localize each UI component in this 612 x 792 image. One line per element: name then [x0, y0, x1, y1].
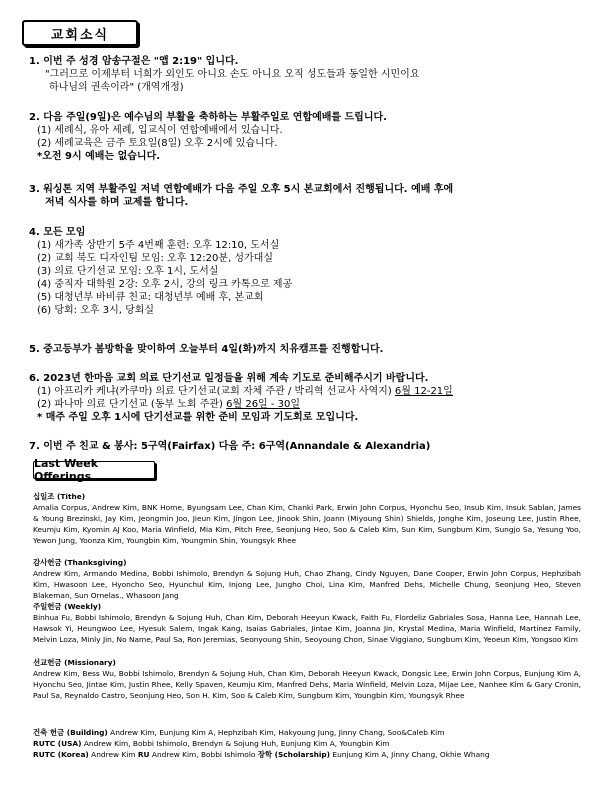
news-item-3-line: 저녁 식사를 하며 교제를 합니다.	[45, 197, 189, 208]
news-item-7	[29, 440, 589, 453]
meeting-item: (3) 의료 단기선교 모임: 오후 1시, 도서실	[37, 266, 219, 277]
offering-category-label: 주일헌금 (Weekly)	[33, 602, 102, 611]
offering-category-label: RUTC (USA)	[33, 739, 82, 748]
offerings-heading: Last Week Offerings	[33, 461, 155, 479]
offering-category-label: 감사헌금 (Thanksgiving)	[33, 558, 127, 567]
verse-line: 하나님의 권속이라" (개역개정)	[49, 82, 184, 93]
meeting-item: (4) 중직자 대학원 2강: 오후 2시, 강의 링크 카톡으로 제공	[37, 279, 293, 290]
offering-category	[33, 601, 581, 645]
meeting-item: (2) 교회 북도 디자인팀 모임: 오후 12:20분, 성가대실	[37, 253, 274, 264]
meeting-item: (6) 당회: 오후 3시, 당회실	[37, 305, 155, 316]
offering-footer-line	[33, 727, 593, 738]
offering-category-label: 십일조 (Tithe)	[33, 492, 86, 501]
news-item-2	[29, 111, 589, 163]
mission-trip-text: (2) 파나마 의료 단기선교 (동부 노회 주관)	[37, 399, 227, 410]
news-item-6	[29, 372, 589, 424]
news-subitem: (1) 세례식, 유아 세례, 입교식이 연합예배에서 있습니다.	[37, 125, 283, 136]
offering-names: Andrew Kim, Bess Wu, Bobbi Ishimolo, Brendyn & Sojung Huh, Chan Kim, Deborah Heeyun Kwack, Dongsic Lee, Erwin John Corpus, Eunjung Kim A, Hyonchu Seo, Jintae Kim, Justin Rhee, Kelly Spaven, Keumju Kim, Manfred Dehs, Maria Winfield, Melvin Loza, Mijae Lee, Nanhee Kim & Gary Cronin, Paul Sa, Reynaldo Castro, Seonjung Heo, Son H. Kim, Soo & Caleb Kim, Sungbum Kim, Youngbin Kim, Youngsyk Rhee	[33, 669, 581, 700]
mission-trip-dates: 6월 26일 - 30일	[226, 399, 301, 410]
offering-category-label: 장학 (Scholarship)	[257, 750, 331, 759]
offering-category	[33, 657, 581, 701]
mission-trip-panama	[29, 398, 589, 411]
news-item-5	[29, 343, 589, 356]
news-item-1	[29, 55, 589, 94]
news-item-4-head: 4. 모든 모임	[29, 227, 86, 238]
news-item-3-line: 3. 워싱톤 지역 부활주일 저녁 연합예배가 다음 주일 오후 5시 본교회에서 진행됩니다. 예배 후에	[29, 184, 454, 195]
meeting-item: (5) 대청년부 바비큐 친교: 대청년부 예배 후, 본교회	[37, 292, 264, 303]
offering-category-label: RUTC (Korea)	[33, 750, 89, 759]
mission-trip-kenya	[29, 385, 589, 398]
offering-names: Andrew Kim, Eunjung Kim A, Hephzibah Kim, Hakyoung Jung, Jinny Chang, Soo&Caleb Kim	[107, 728, 445, 737]
news-item-1-line: 1. 이번 주 성경 암송구절은 "앱 2:19" 입니다.	[29, 56, 239, 67]
offering-footer-line	[33, 738, 593, 749]
offering-names: Binhua Fu, Bobbi Ishimolo, Brendyn & Sojung Huh, Chan Kim, Deborah Heeyun Kwack, Faith Fu, Flordeliz Gabriales Sosa, Hanna Lee, Hannah Lee, Hawsok Yi, Heungwoo Lee, Hyesuk Salem, Ingak Kang, Isaias Gabriales, Jintae Kim, Joanna Jin, Krystal Medina, Maria Winfield, Martinez Family, Melvin Loza, Minly Jin, No Name, Paul Sa, Ron Jeremias, Seonyoung Shin, Seoyoung Chon, Sinae Viggiano, Sungbum Kim, Yeoeun Kim, Yongsoo Kim	[33, 613, 581, 644]
news-item-6-line: 6. 2023년 한마음 교회 의료 단기선교 일정들을 위해 계속 기도로 준비해주시기 바랍니다.	[29, 373, 429, 384]
offering-names: Amalia Corpus, Andrew Kim, BNK Home, Byungsam Lee, Chan Kim, Chanki Park, Erwin John Corpus, Hyonchu Seo, Insub Kim, Insuk Sablan, James & Young Brezinski, Jay Kim, Jeongmin Joo, Jieun Kim, Jingon Lee, Jinook Shin, Joann (Miyoung Shin) Shields, Jonghe Kim, Joseung Lee, Justin Rhee, Keumju Kim, Kyomin AJ Koo, Maria Winfield, Mia Kim, Pitch Free, Seonjung Heo, Soo & Caleb Kim, Sun Kim, Sungbum Kim, Sungjo Sa, Yesung Yoo, Yewon Jung, Yoonza Kim, Youngbin Kim, Youngmin Shin, Youngsyk Rhee	[33, 503, 581, 545]
offering-footer-line	[33, 749, 593, 760]
offering-category-label: RU	[137, 750, 150, 759]
news-note: * 매주 주일 오후 1시에 단기선교를 위한 준비 모임과 기도회로 모입니다.	[37, 412, 359, 423]
offering-names: Andrew Kim, Bobbi Ishimolo, Brendyn & Sojung Huh, Eunjung Kim A, Youngbin Kim	[81, 739, 390, 748]
offering-category-label: 선교헌금 (Missionary)	[33, 658, 116, 667]
offering-names: Eunjung Kim A, Jinny Chang, Okhie Whang	[330, 750, 490, 759]
page-title: 교회소식	[22, 20, 138, 46]
offering-category	[33, 557, 581, 601]
news-item-3	[29, 183, 589, 209]
mission-trip-text: (1) 아프리카 케냐(카쿠마) 의료 단기선교(교회 자체 주관 / 박리혁 선교사 사역지)	[37, 386, 395, 397]
news-note: *오전 9시 예배는 없습니다.	[37, 151, 161, 162]
offering-category	[33, 491, 581, 546]
verse-line: "그러므로 이제부터 너희가 외인도 아니요 손도 아니요 오직 성도들과 동일한 시민이요	[45, 69, 420, 80]
news-item-7-line: 7. 이번 주 친교 & 봉사: 5구역(Fairfax) 다음 주: 6구역(Annandale & Alexandria)	[29, 441, 431, 452]
offering-names: Andrew Kim, Armando Medina, Bobbi Ishimolo, Brendyn & Sojung Huh, Chao Zhang, Cindy Nguyen, Dane Cooper, Erwin John Corpus, Hephzibah Kim, Hwasoon Lee, Hyoncho Seo, Hyunchul Kim, Injong Lee, Jungho Choi, Lina Kim, Manfred Dehs, Michelle Chung, Seonjung Heo, Steven Blakeman, Sun Ornelas., Whasoon Jang	[33, 569, 581, 600]
news-subitem: (2) 세례교육은 금주 토요일(8일) 오후 2시에 있습니다.	[37, 138, 278, 149]
offering-names: Andrew Kim	[88, 750, 138, 759]
offering-names: Andrew Kim, Bobbi Ishimolo	[149, 750, 258, 759]
offering-category-label: 건축 헌금 (Building)	[33, 728, 108, 737]
mission-trip-dates: 6월 12-21일	[394, 386, 453, 397]
news-item-5-line: 5. 중고등부가 봄방학을 맞이하여 오늘부터 4일(화)까지 치유캠프를 진행합니다.	[29, 344, 384, 355]
meeting-item: (1) 새가족 상반기 5주 4번째 훈련: 오후 12:10, 도서실	[37, 240, 280, 251]
news-item-4	[29, 226, 589, 317]
news-item-2-line: 2. 다음 주일(9일)은 예수님의 부활을 축하하는 부활주일로 연합예배를 드립니다.	[29, 112, 387, 123]
